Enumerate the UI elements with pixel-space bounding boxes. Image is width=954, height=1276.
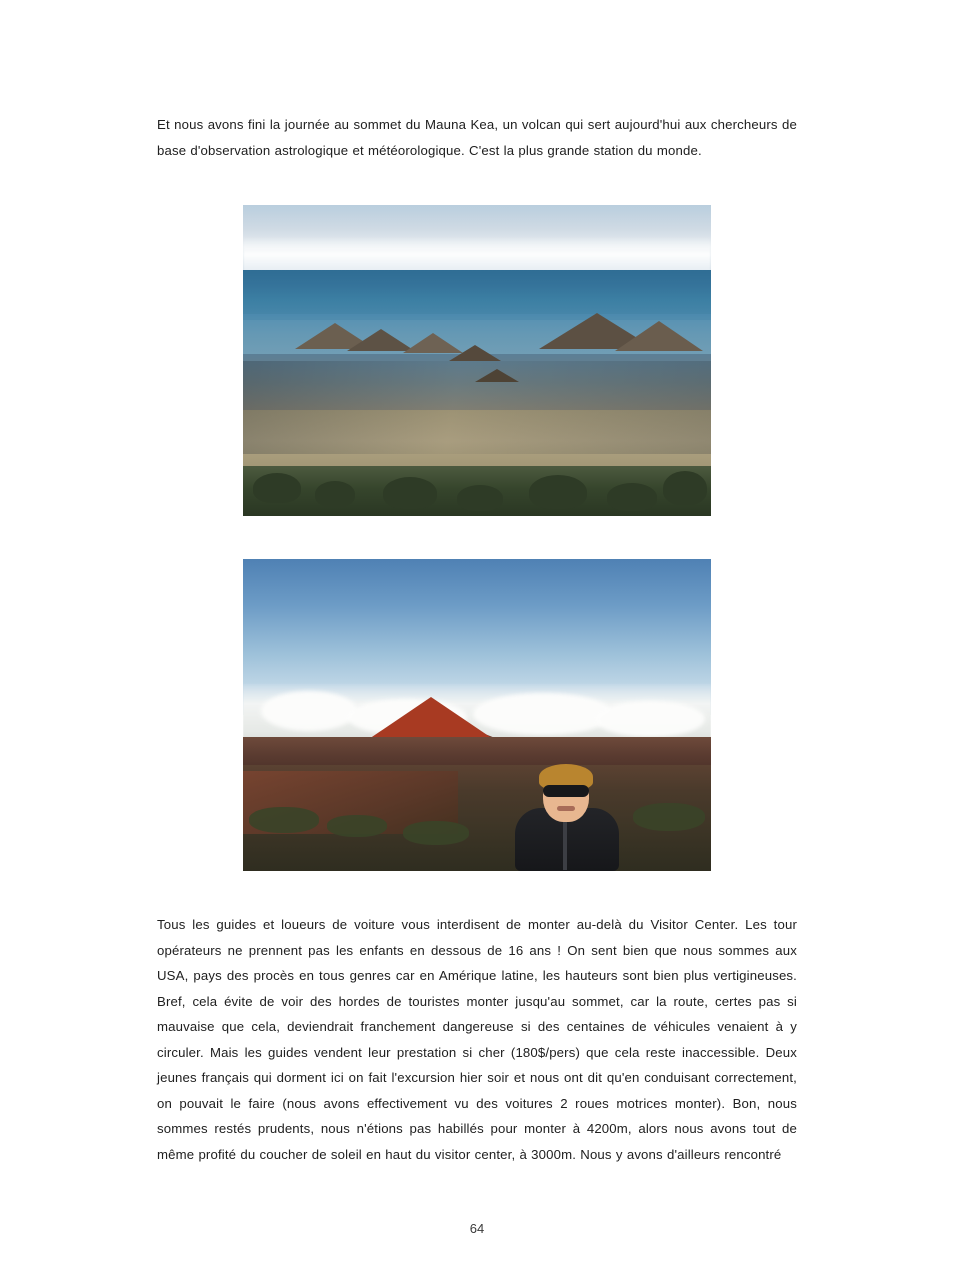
page-body-bottom — [157, 912, 797, 1167]
photo2-scrub — [249, 807, 319, 833]
page-body-top — [157, 112, 797, 163]
photo1-bush — [663, 471, 707, 505]
paragraph-intro: Et nous avons fini la journée au sommet du Mauna Kea, un volcan qui sert aujourd'hui aux chercheurs de base d'observation astrologique et météorologique. C'est la plus grande station du monde. — [157, 117, 797, 158]
paragraph-main: Tous les guides et loueurs de voiture vous interdisent de monter au-delà du Visitor Center. Les tour opérateurs ne prennent pas les enfants en dessous de 16 ans ! On sent bien que nous sommes aux USA, pays des procès en tous genres car en Amérique latine, les hauteurs sont bien plus vertigineuses. Bref, cela évite de voir des hordes de touristes monter jusqu'au sommet, car la route, certes pas si mauvaise que cela, deviendrait franchement dangereuse si des centaines de véhicules venaient à y circuler. Mais les guides vendent leur prestation si cher (180$/pers) que cela reste inaccessible. Deux jeunes français qui dorment ici on fait l'excursion hier soir et nous ont dit qu'en conduisant correctement, on pouvait le faire (nous avons effectivement vu des voitures 2 roues motrices monter). Bon, nous sommes restés prudents, nous n'étions pas habillés pour monter à 4200m, alors nous avons tout de même profité du coucher de soleil en haut du visitor center, à 3000m. Nous y avons d'ailleurs rencontré — [157, 917, 797, 1162]
photo1-bush — [253, 473, 301, 503]
photo2-cloud-puff — [595, 701, 705, 737]
photo1-bush — [607, 483, 657, 511]
photo1-cone-6 — [615, 321, 703, 351]
photo1-bush — [383, 477, 437, 509]
photo1-cone-7 — [475, 369, 519, 382]
photo1-cone-4 — [449, 345, 501, 361]
sunglasses-icon — [543, 785, 589, 797]
photo2-scrub — [327, 815, 387, 837]
photo1-bush — [529, 475, 587, 509]
page-number: 64 — [469, 1221, 485, 1236]
photo-red-cone-and-boy — [243, 559, 711, 871]
photo2-boy-mouth — [557, 806, 575, 811]
photo1-bush — [315, 481, 355, 507]
photo2-scrub — [633, 803, 705, 831]
photo-aerial-cinder-cones — [243, 205, 711, 516]
photo2-scrub — [403, 821, 469, 845]
photo1-bush — [457, 485, 503, 511]
photo2-cloud-puff — [261, 691, 357, 731]
photo2-boy-jacket-zip — [563, 822, 567, 870]
photo2-boy — [511, 764, 623, 871]
